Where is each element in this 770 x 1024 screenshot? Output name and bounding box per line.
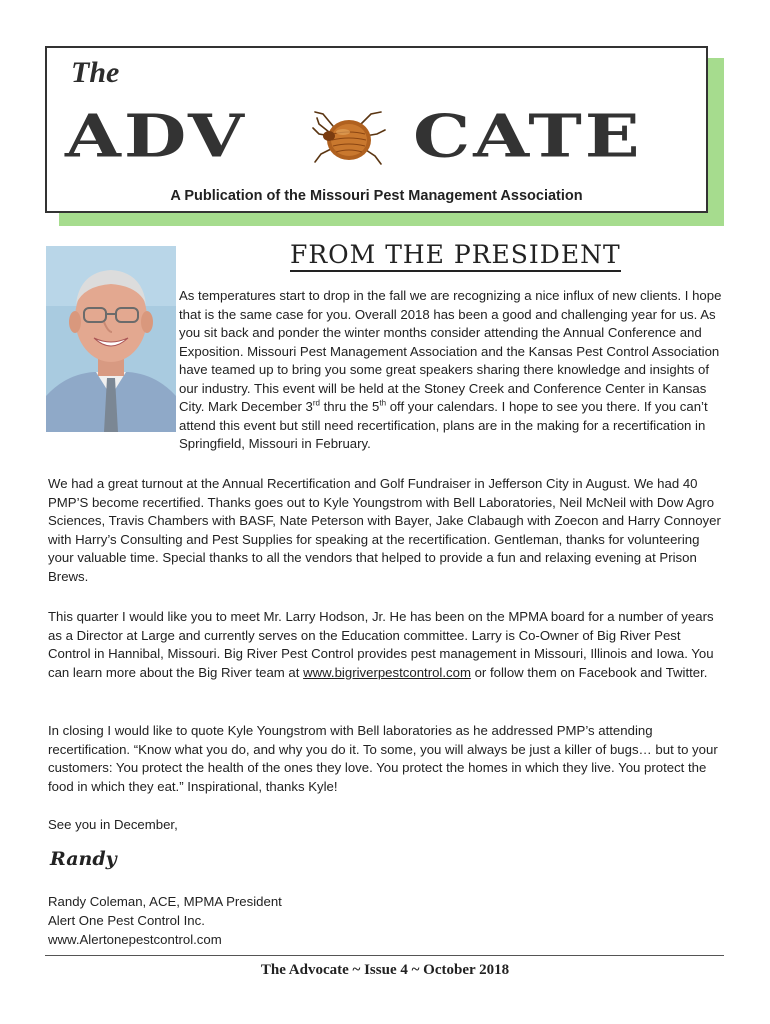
masthead-title-left: ADV xyxy=(65,100,247,171)
footer-text: The Advocate ~ Issue 4 ~ October 2018 xyxy=(260,962,510,978)
letter-p3-part-b: or follow them on Facebook and Twitter. xyxy=(470,664,708,680)
letter-p1-part-a: As temperatures start to drop in the fall we are recognizing a nice influx of new clients. I hope that is the same case for you. Overall 2018 has been a good and challenging year for us. As you sit back and ponder the winter months consider attending the Annual Conference and Exposition. Missouri Pest Management Association and the Kansas Pest Control Association have teamed up to bring you some great speakers sharing there knowledge and insights of our industry. This event will be held at the Stoney Creek and Conference Center in Kansas City. Mark December 3 xyxy=(179,288,722,414)
masthead-title xyxy=(47,100,706,182)
letter-p1-part-c: off your calendars. I hope to see you there. If you can’t attend this event but still need recertification, plans are in the making for a recertification in Springfield, Missouri in February. xyxy=(179,399,708,451)
closing-name: Randy Coleman, ACE, MPMA President xyxy=(48,894,282,909)
letter-p3-part-a: This quarter I would like you to meet Mr. Larry Hodson, Jr. He has been on the MPMA board for a number of years as a Director at Large and currently serves on the Education committee. Larry is Co-Owner of Big River Pest Control in Hannibal, Missouri. Big River Pest Control provides pest management in Missouri, Illinois and Iowa. You can learn more about the Big River team at xyxy=(48,609,714,680)
portrait-wrap-space xyxy=(48,287,179,439)
letter-p1-sup-rd: rd xyxy=(312,398,320,408)
closing-block xyxy=(48,893,724,950)
letter-paragraph-3 xyxy=(48,608,724,682)
bedbug-logo-icon xyxy=(311,106,389,172)
bigriver-website-link[interactable]: www.bigriverpestcontrol.com xyxy=(303,664,471,680)
masthead-the: The xyxy=(71,56,120,89)
closing-website: www.Alertonepestcontrol.com xyxy=(48,932,222,947)
letter-p1-part-b: thru the 5 xyxy=(319,399,380,414)
masthead xyxy=(45,46,708,213)
letter-paragraph-1 xyxy=(48,287,724,454)
closing-company: Alert One Pest Control Inc. xyxy=(48,913,205,928)
letter-sign-off: See you in December, xyxy=(48,817,178,832)
letter-paragraph-2: We had a great turnout at the Annual Recertification and Golf Fundraiser in Jefferson City in August. We had 40 PMP’S become recertified. Thanks goes out to Kyle Youngstrom with Bell Laboratories, Neil McNeil with Dow Agro Sciences, Travis Chambers with BASF, Nate Peterson with Bayer, Jake Clabaugh with Zoecon and Harry Connoyer with Harry’s Consulting and Pest Supplies for speaking at the recertification. Gentleman, thanks for volunteering your valuable time. Special thanks to all the vendors that helped to provide a fun and relaxing evening at Prison Brews. xyxy=(48,476,721,584)
letter-p1-sup-th: th xyxy=(379,398,387,408)
signature: Randy xyxy=(50,848,117,870)
masthead-title-right: CATE xyxy=(413,100,643,171)
masthead-subtitle: A Publication of the Missouri Pest Management Association xyxy=(170,188,583,204)
footer-rule xyxy=(45,955,724,956)
letter-paragraph-4: In closing I would like to quote Kyle Youngstrom with Bell laboratories as he addressed PMP’s attending recertification. “Know what you do, and why you do it. To some, you will always be just a killer of bugs… but to your customers: You protect the health of the ones they love. You protect the homes in which they live. You protect the food in which they eat.” Inspirational, thanks Kyle! xyxy=(48,723,718,794)
section-title: FROM THE PRESIDENT xyxy=(290,240,621,272)
